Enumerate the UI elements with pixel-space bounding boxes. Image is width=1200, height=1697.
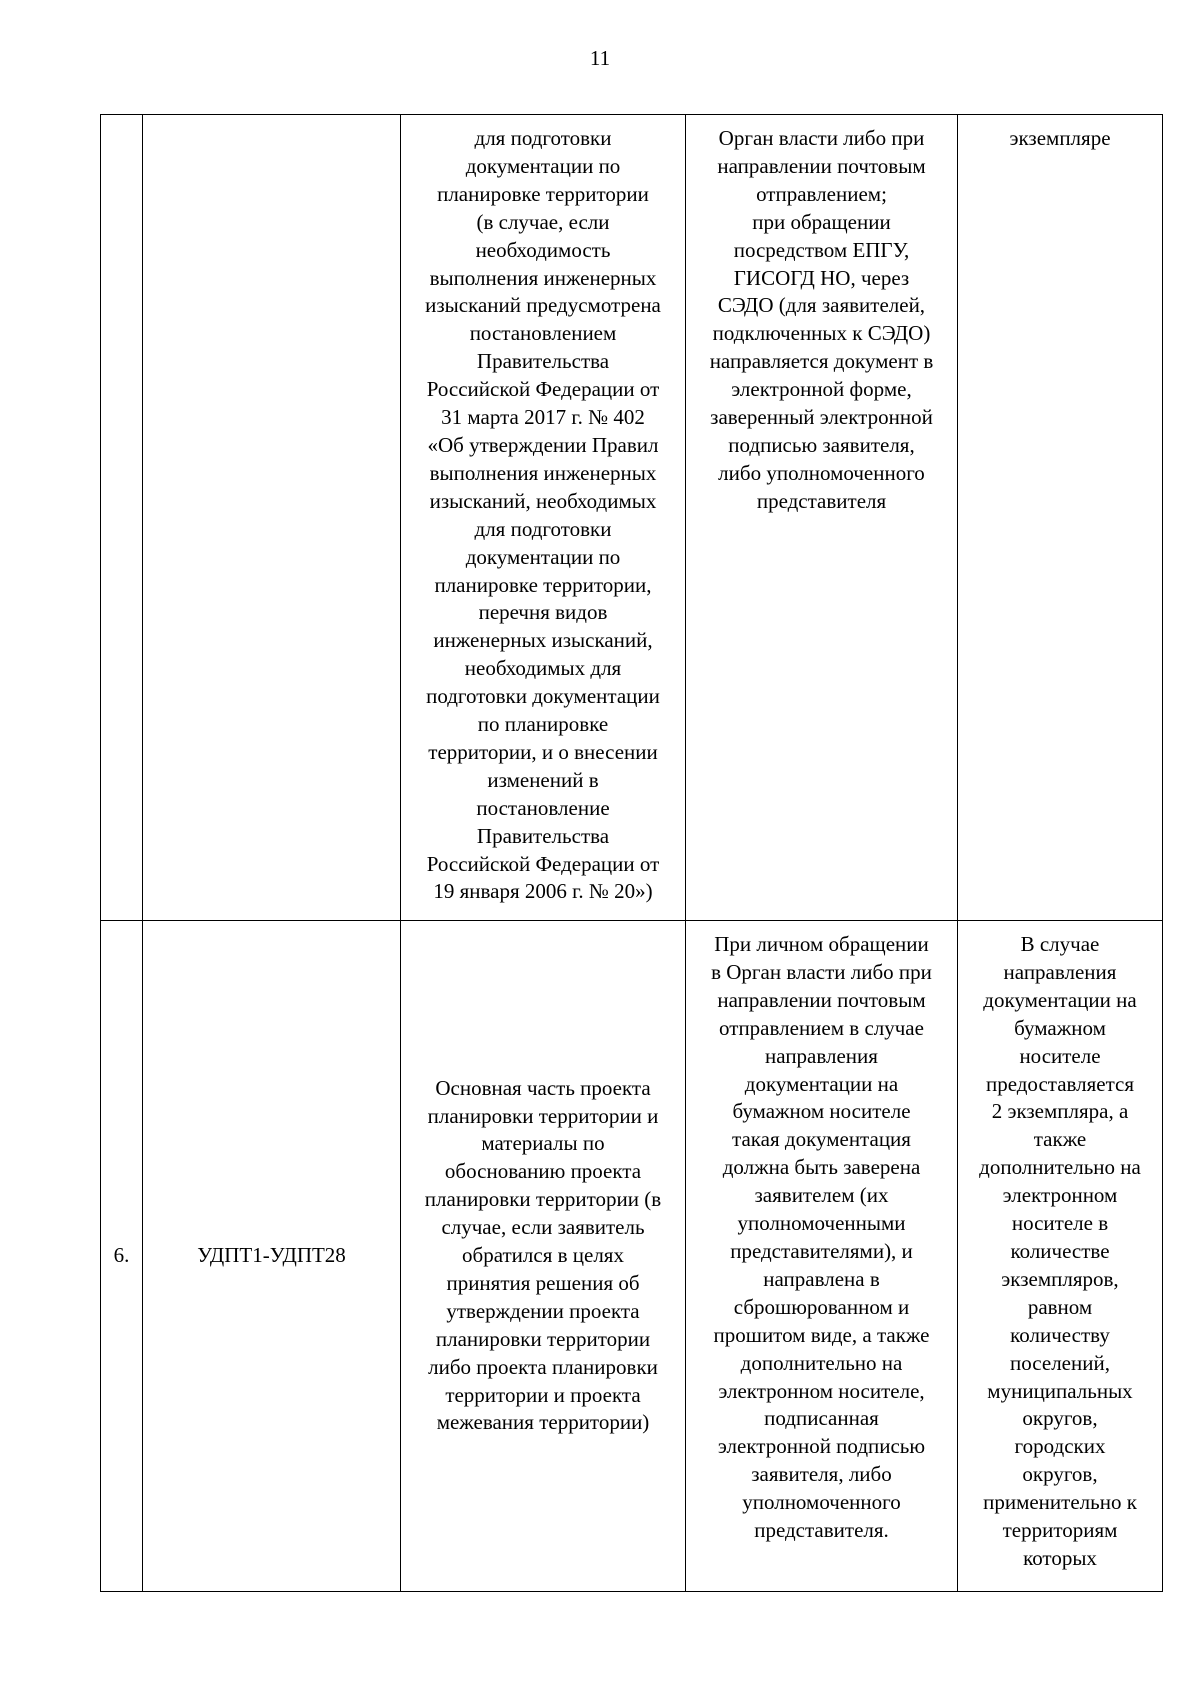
row-number-cell: 6.: [101, 921, 143, 1592]
copies-cell: В случае направления документации на бумажном носителе предоставляется 2 экземпляра, а также дополнительно на электронном носителе в количестве экземпляров, равном количеству поселений, муниципальных округов, городских округов, применительно к территориям которых: [958, 921, 1163, 1592]
copies-cell: экземпляре: [958, 115, 1163, 921]
submission-method-cell: Орган власти либо при направлении почтовым отправлением; при обращении посредством ЕПГУ, ГИСОГД НО, через СЭДО (для заявителей, подключенных к СЭДО) направляется документ в электронной форме, заверенный электронной подписью заявителя, либо уполномоченного представителя: [686, 115, 958, 921]
documents-table: [100, 114, 1163, 1592]
submission-method-cell: При личном обращении в Орган власти либо при направлении почтовым отправлением в случае направления документации на бумажном носителе такая документация должна быть заверена заявителем (их уполномоченными представителями), и направлена в сброшюрованном и прошитом виде, а также дополнительно на электронном носителе, подписанная электронной подписью заявителя, либо уполномоченного представителя.: [686, 921, 958, 1592]
table-row: [101, 921, 1163, 1592]
page-number: 11: [589, 46, 611, 70]
table-row: [101, 115, 1163, 921]
document-code-cell: [143, 115, 401, 921]
document-name-cell: Основная часть проекта планировки территории и материалы по обоснованию проекта планировки территории (в случае, если заявитель обратился в целях принятия решения об утверждении проекта планировки территории либо проекта планировки территории и проекта межевания территории): [401, 921, 686, 1592]
row-number-cell: [101, 115, 143, 921]
document-name-cell: для подготовки документации по планировке территории (в случае, если необходимость выполнения инженерных изысканий предусмотрена постановлением Правительства Российской Федерации от 31 марта 2017 г. № 402 «Об утверждении Правил выполнения инженерных изысканий, необходимых для подготовки документации по планировке территории, перечня видов инженерных изысканий, необходимых для подготовки документации по планировке территории, и о внесении изменений в постановление Правительства Российской Федерации от 19 января 2006 г. № 20»): [401, 115, 686, 921]
document-code-cell: УДПТ1-УДПТ28: [143, 921, 401, 1592]
